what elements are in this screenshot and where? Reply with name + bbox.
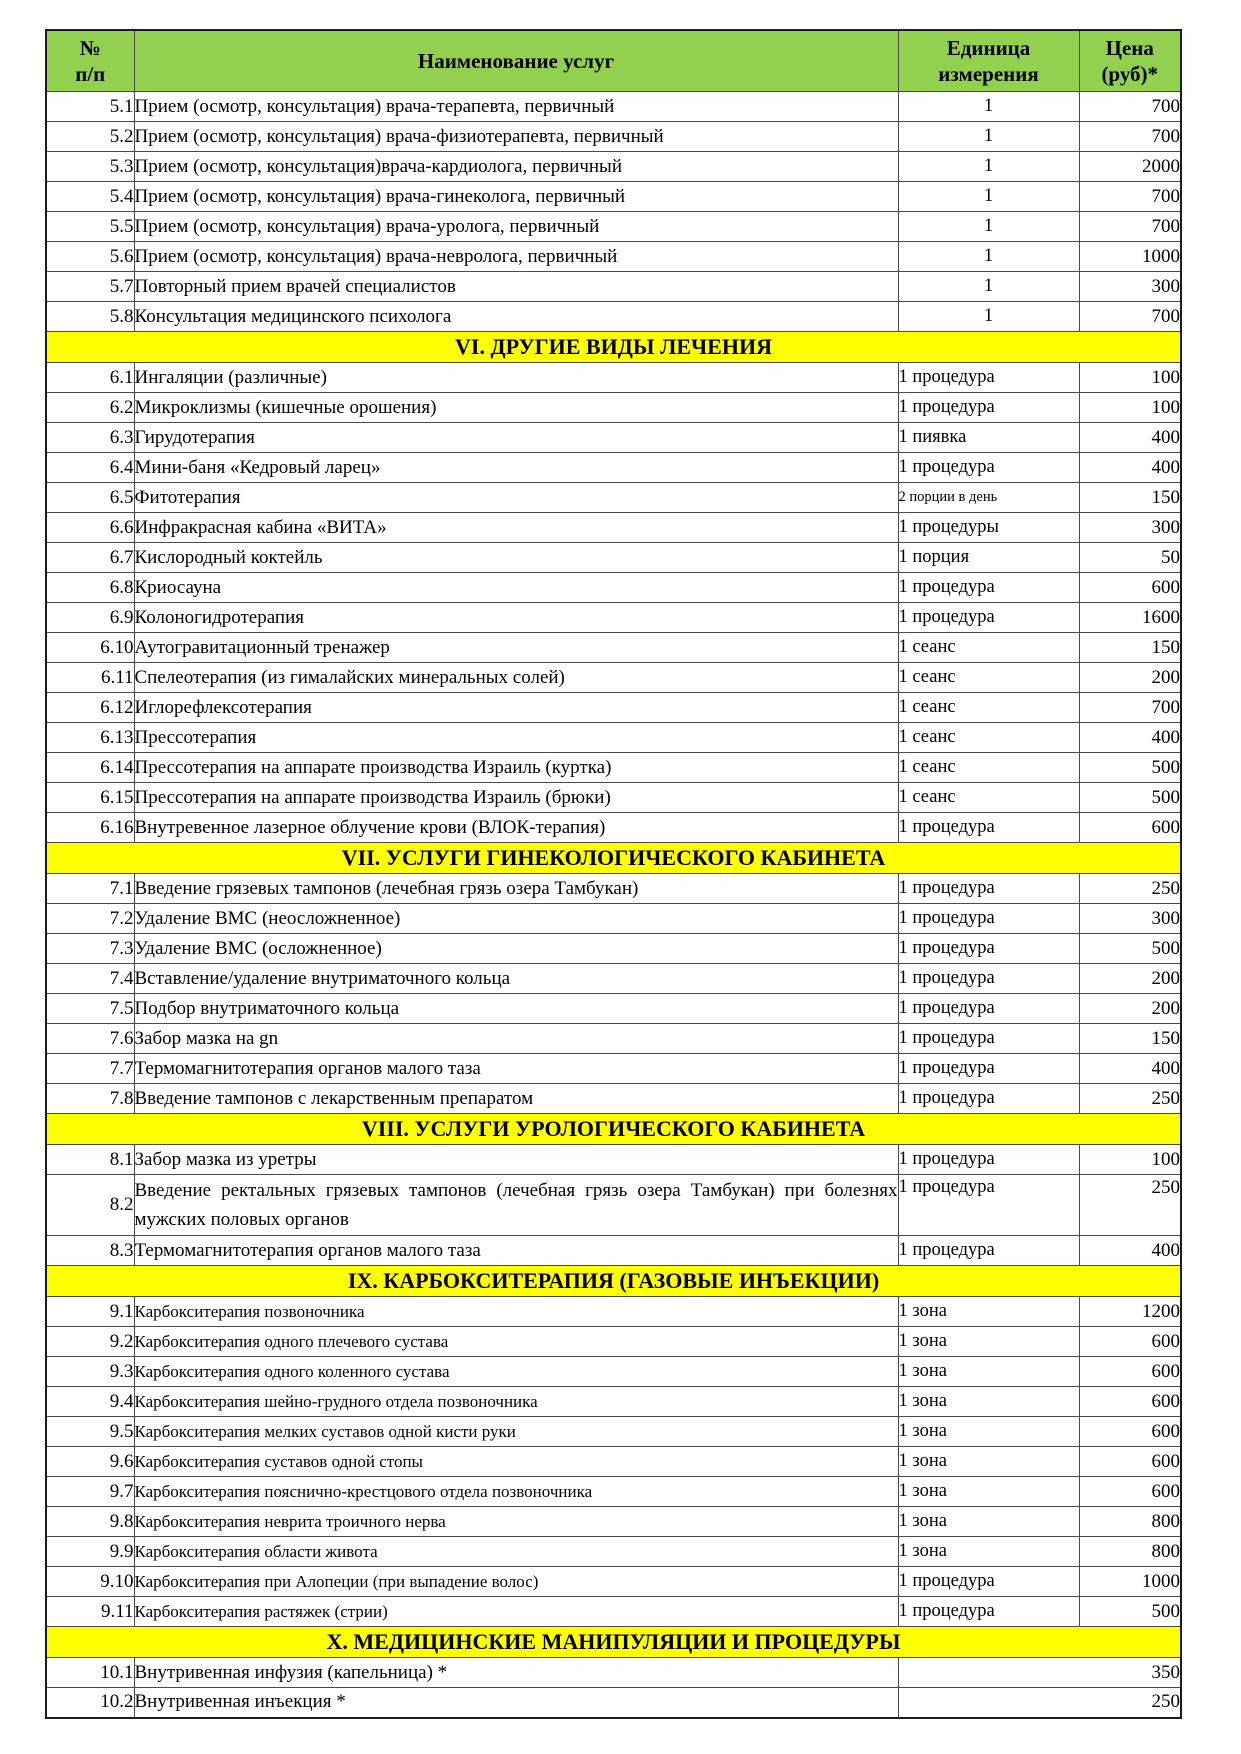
service-name: Карбокситерапия мелких суставов одной кисти руки [134, 1417, 898, 1447]
row-number: 9.6 [46, 1447, 134, 1477]
price-value: 800 [1079, 1537, 1181, 1567]
section-title: VI. ДРУГИЕ ВИДЫ ЛЕЧЕНИЯ [46, 332, 1181, 363]
header-unit-column [898, 30, 1079, 92]
table-row [46, 964, 1181, 994]
unit-value: 1 процедура [898, 453, 1079, 483]
table-row [46, 753, 1181, 783]
unit-value: 1 процедура [898, 1084, 1079, 1114]
table-row [46, 182, 1181, 212]
table-row [46, 453, 1181, 483]
service-name: Карбокситерапия растяжек (стрии) [134, 1597, 898, 1627]
service-name: Прием (осмотр, консультация) врача-терапевта, первичный [134, 92, 898, 122]
row-number: 5.8 [46, 302, 134, 332]
row-number: 9.10 [46, 1567, 134, 1597]
table-row [46, 603, 1181, 633]
table-row [46, 152, 1181, 182]
row-number: 5.2 [46, 122, 134, 152]
price-value: 250 [1079, 874, 1181, 904]
row-number: 6.11 [46, 663, 134, 693]
price-value: 50 [1079, 543, 1181, 573]
row-number: 6.1 [46, 363, 134, 393]
row-number: 7.6 [46, 1024, 134, 1054]
row-number: 9.1 [46, 1297, 134, 1327]
price-value: 1600 [1079, 603, 1181, 633]
table-row [46, 363, 1181, 393]
service-name: Прием (осмотр, консультация) врача-физиотерапевта, первичный [134, 122, 898, 152]
service-name: Прессотерапия [134, 723, 898, 753]
price-value: 100 [1079, 363, 1181, 393]
service-name: Карбокситерапия неврита троичного нерва [134, 1507, 898, 1537]
section-header-row [46, 843, 1181, 874]
section-title: IX. КАРБОКСИТЕРАПИЯ (ГАЗОВЫЕ ИНЪЕКЦИИ) [46, 1266, 1181, 1297]
unit-value: 1 процедуры [898, 513, 1079, 543]
service-name: Прессотерапия на аппарате производства Израиль (брюки) [134, 783, 898, 813]
unit-value: 1 [898, 242, 1079, 272]
price-table [45, 29, 1182, 1719]
service-name: Микроклизмы (кишечные орошения) [134, 393, 898, 423]
unit-value: 1 процедура [898, 813, 1079, 843]
table-row [46, 663, 1181, 693]
section-header-row [46, 1114, 1181, 1145]
row-number: 9.11 [46, 1597, 134, 1627]
price-value: 400 [1079, 453, 1181, 483]
unit-value: 1 процедура [898, 393, 1079, 423]
price-value: 500 [1079, 1597, 1181, 1627]
service-name: Карбокситерапия суставов одной стопы [134, 1447, 898, 1477]
row-number: 9.5 [46, 1417, 134, 1447]
table-row [46, 633, 1181, 663]
table-row [46, 934, 1181, 964]
row-number: 7.5 [46, 994, 134, 1024]
row-number: 7.4 [46, 964, 134, 994]
unit-value: 1 зона [898, 1537, 1079, 1567]
table-row [46, 874, 1181, 904]
table-row [46, 1084, 1181, 1114]
row-number: 9.7 [46, 1477, 134, 1507]
row-number: 9.3 [46, 1357, 134, 1387]
row-number: 5.6 [46, 242, 134, 272]
row-number: 5.7 [46, 272, 134, 302]
table-row [46, 994, 1181, 1024]
service-name: Карбокситерапия шейно-грудного отдела позвоночника [134, 1387, 898, 1417]
service-name: Карбокситерапия области живота [134, 1537, 898, 1567]
unit-value: 1 процедура [898, 1054, 1079, 1084]
table-row [46, 423, 1181, 453]
section-header-row [46, 332, 1181, 363]
row-number: 6.8 [46, 573, 134, 603]
service-name: Прессотерапия на аппарате производства Израиль (куртка) [134, 753, 898, 783]
service-name: Прием (осмотр, консультация) врача-невролога, первичный [134, 242, 898, 272]
table-row [46, 1145, 1181, 1175]
price-value: 600 [1079, 813, 1181, 843]
row-number: 7.8 [46, 1084, 134, 1114]
table-row [46, 1447, 1181, 1477]
service-name: Внутривенная инфузия (капельница) * [134, 1658, 898, 1688]
unit-value: 1 процедура [898, 994, 1079, 1024]
price-value: 250 [1079, 1084, 1181, 1114]
price-value: 600 [1079, 573, 1181, 603]
row-number: 10.2 [46, 1688, 134, 1718]
row-number: 8.3 [46, 1236, 134, 1266]
service-name: Повторный прием врачей специалистов [134, 272, 898, 302]
price-value: 250 [898, 1688, 1181, 1718]
table-row [46, 212, 1181, 242]
price-value: 150 [1079, 633, 1181, 663]
unit-value: 1 процедура [898, 1024, 1079, 1054]
unit-value: 1 процедура [898, 603, 1079, 633]
unit-value: 1 зона [898, 1417, 1079, 1447]
price-value: 800 [1079, 1507, 1181, 1537]
service-name: Прием (осмотр, консультация)врача-кардиолога, первичный [134, 152, 898, 182]
unit-value: 1 [898, 122, 1079, 152]
price-value: 300 [1079, 513, 1181, 543]
unit-value: 1 сеанс [898, 723, 1079, 753]
price-value: 100 [1079, 393, 1181, 423]
price-value: 300 [1079, 904, 1181, 934]
table-row [46, 1297, 1181, 1327]
service-name: Карбокситерапия позвоночника [134, 1297, 898, 1327]
header-price-line1: Цена [1105, 36, 1154, 60]
table-row [46, 1024, 1181, 1054]
row-number: 9.8 [46, 1507, 134, 1537]
table-row [46, 92, 1181, 122]
unit-value: 1 процедура [898, 964, 1079, 994]
unit-value: 1 сеанс [898, 663, 1079, 693]
unit-value: 1 [898, 212, 1079, 242]
row-number: 5.3 [46, 152, 134, 182]
unit-value: 1 процедура [898, 1567, 1079, 1597]
service-name: Прием (осмотр, консультация) врача-уролога, первичный [134, 212, 898, 242]
table-row [46, 302, 1181, 332]
service-name: Удаление ВМС (неосложненное) [134, 904, 898, 934]
unit-value: 1 сеанс [898, 753, 1079, 783]
service-name: Карбокситерапия пояснично-крестцового отдела позвоночника [134, 1477, 898, 1507]
service-name: Вставление/удаление внутриматочного кольца [134, 964, 898, 994]
table-row [46, 513, 1181, 543]
row-number: 9.2 [46, 1327, 134, 1357]
table-row [46, 483, 1181, 513]
unit-value: 1 пиявка [898, 423, 1079, 453]
price-value: 200 [1079, 994, 1181, 1024]
row-number: 8.1 [46, 1145, 134, 1175]
table-row [46, 904, 1181, 934]
price-value: 200 [1079, 964, 1181, 994]
table-row [46, 783, 1181, 813]
unit-value: 1 зона [898, 1447, 1079, 1477]
unit-value: 1 процедура [898, 1597, 1079, 1627]
service-name: Иглорефлексотерапия [134, 693, 898, 723]
unit-value: 1 процедура [898, 1175, 1079, 1236]
service-name: Введение грязевых тампонов (лечебная грязь озера Тамбукан) [134, 874, 898, 904]
service-name: Ингаляции (различные) [134, 363, 898, 393]
section-title: VII. УСЛУГИ ГИНЕКОЛОГИЧЕСКОГО КАБИНЕТА [46, 843, 1181, 874]
unit-value: 1 зона [898, 1507, 1079, 1537]
unit-value: 1 процедура [898, 874, 1079, 904]
row-number: 7.7 [46, 1054, 134, 1084]
service-name: Введение тампонов с лекарственным препаратом [134, 1084, 898, 1114]
service-name: Карбокситерапия одного коленного сустава [134, 1357, 898, 1387]
row-number: 6.9 [46, 603, 134, 633]
unit-value: 1 [898, 92, 1079, 122]
table-row [46, 1658, 1181, 1688]
price-value: 1000 [1079, 242, 1181, 272]
price-value: 600 [1079, 1327, 1181, 1357]
service-name: Забор мазка на gn [134, 1024, 898, 1054]
service-name: Забор мазка из уретры [134, 1145, 898, 1175]
table-row [46, 272, 1181, 302]
service-name: Гирудотерапия [134, 423, 898, 453]
row-number: 6.10 [46, 633, 134, 663]
row-number: 10.1 [46, 1658, 134, 1688]
price-value: 500 [1079, 783, 1181, 813]
table-row [46, 1054, 1181, 1084]
service-name: Удаление ВМС (осложненное) [134, 934, 898, 964]
unit-value: 1 зона [898, 1387, 1079, 1417]
unit-value: 1 процедура [898, 573, 1079, 603]
price-value: 400 [1079, 1054, 1181, 1084]
price-value: 700 [1079, 693, 1181, 723]
table-row [46, 1327, 1181, 1357]
row-number: 5.4 [46, 182, 134, 212]
price-value: 400 [1079, 1236, 1181, 1266]
price-value: 500 [1079, 934, 1181, 964]
table-row [46, 1537, 1181, 1567]
service-name: Карбокситерапия одного плечевого сустава [134, 1327, 898, 1357]
price-value: 200 [1079, 663, 1181, 693]
header-number-column [46, 30, 134, 92]
unit-value: 1 зона [898, 1327, 1079, 1357]
row-number: 9.4 [46, 1387, 134, 1417]
service-name: Термомагнитотерапия органов малого таза [134, 1054, 898, 1084]
unit-value: 2 порции в день [898, 483, 1079, 513]
service-name: Аутогравитационный тренажер [134, 633, 898, 663]
row-number: 6.6 [46, 513, 134, 543]
unit-value: 1 [898, 152, 1079, 182]
price-value: 600 [1079, 1477, 1181, 1507]
table-row [46, 1567, 1181, 1597]
price-value: 700 [1079, 212, 1181, 242]
unit-value: 1 [898, 272, 1079, 302]
price-value: 400 [1079, 723, 1181, 753]
unit-value: 1 зона [898, 1477, 1079, 1507]
table-row [46, 723, 1181, 753]
price-value: 150 [1079, 483, 1181, 513]
service-name: Мини-баня «Кедровый ларец» [134, 453, 898, 483]
row-number: 6.13 [46, 723, 134, 753]
table-row [46, 693, 1181, 723]
table-header-row [46, 30, 1181, 92]
table-row [46, 1417, 1181, 1447]
service-name: Колоногидротерапия [134, 603, 898, 633]
section-title: X. МЕДИЦИНСКИЕ МАНИПУЛЯЦИИ И ПРОЦЕДУРЫ [46, 1627, 1181, 1658]
service-name: Инфракрасная кабина «ВИТА» [134, 513, 898, 543]
table-row [46, 1597, 1181, 1627]
table-body [46, 92, 1181, 1718]
price-value: 600 [1079, 1387, 1181, 1417]
price-value: 1000 [1079, 1567, 1181, 1597]
unit-value: 1 процедура [898, 363, 1079, 393]
service-name: Введение ректальных грязевых тампонов (лечебная грязь озера Тамбукан) при болезнях мужских половых органов [134, 1175, 898, 1236]
row-number: 5.1 [46, 92, 134, 122]
table-row [46, 1387, 1181, 1417]
row-number: 6.5 [46, 483, 134, 513]
service-name: Консультация медицинского психолога [134, 302, 898, 332]
section-title: VIII. УСЛУГИ УРОЛОГИЧЕСКОГО КАБИНЕТА [46, 1114, 1181, 1145]
unit-value: 1 порция [898, 543, 1079, 573]
row-number: 7.3 [46, 934, 134, 964]
table-row [46, 1357, 1181, 1387]
table-row [46, 242, 1181, 272]
unit-value: 1 процедура [898, 904, 1079, 934]
service-name: Подбор внутриматочного кольца [134, 994, 898, 1024]
row-number: 6.12 [46, 693, 134, 723]
unit-value: 1 сеанс [898, 633, 1079, 663]
service-name: Спелеотерапия (из гималайских минеральных солей) [134, 663, 898, 693]
price-value: 150 [1079, 1024, 1181, 1054]
header-number-line2: п/п [75, 62, 106, 86]
row-number: 5.5 [46, 212, 134, 242]
row-number: 6.3 [46, 423, 134, 453]
header-unit-line1: Единица [946, 36, 1031, 60]
table-row [46, 1175, 1181, 1236]
price-value: 2000 [1079, 152, 1181, 182]
row-number: 8.2 [46, 1175, 134, 1236]
table-row [46, 1477, 1181, 1507]
row-number: 7.2 [46, 904, 134, 934]
header-number-line1: № [79, 36, 101, 60]
unit-value: 1 зона [898, 1297, 1079, 1327]
service-name: Фитотерапия [134, 483, 898, 513]
price-value: 700 [1079, 302, 1181, 332]
service-name: Внутривенная инъекция * [134, 1688, 898, 1718]
unit-value: 1 зона [898, 1357, 1079, 1387]
header-service-name-column: Наименование услуг [134, 30, 898, 92]
table-row [46, 1688, 1181, 1718]
table-row [46, 813, 1181, 843]
price-value: 300 [1079, 272, 1181, 302]
service-name: Прием (осмотр, консультация) врача-гинеколога, первичный [134, 182, 898, 212]
price-value: 350 [898, 1658, 1181, 1688]
price-value: 1200 [1079, 1297, 1181, 1327]
table-row [46, 393, 1181, 423]
price-value: 700 [1079, 92, 1181, 122]
unit-value: 1 [898, 182, 1079, 212]
service-name: Внутревенное лазерное облучение крови (ВЛОК-терапия) [134, 813, 898, 843]
price-value: 100 [1079, 1145, 1181, 1175]
header-price-column [1079, 30, 1181, 92]
price-value: 600 [1079, 1447, 1181, 1477]
unit-value: 1 [898, 302, 1079, 332]
row-number: 7.1 [46, 874, 134, 904]
table-row [46, 573, 1181, 603]
unit-value: 1 процедура [898, 934, 1079, 964]
row-number: 6.14 [46, 753, 134, 783]
unit-value: 1 сеанс [898, 783, 1079, 813]
row-number: 9.9 [46, 1537, 134, 1567]
price-value: 400 [1079, 423, 1181, 453]
service-name: Карбокситерапия при Алопеции (при выпадение волос) [134, 1567, 898, 1597]
service-name: Кислородный коктейль [134, 543, 898, 573]
row-number: 6.4 [46, 453, 134, 483]
section-header-row [46, 1266, 1181, 1297]
table-row [46, 1236, 1181, 1266]
row-number: 6.2 [46, 393, 134, 423]
price-value: 600 [1079, 1417, 1181, 1447]
row-number: 6.7 [46, 543, 134, 573]
service-name: Криосауна [134, 573, 898, 603]
service-name: Термомагнитотерапия органов малого таза [134, 1236, 898, 1266]
price-value: 500 [1079, 753, 1181, 783]
price-value: 700 [1079, 122, 1181, 152]
header-unit-line2: измерения [938, 62, 1039, 86]
price-value: 700 [1079, 182, 1181, 212]
section-header-row [46, 1627, 1181, 1658]
unit-value: 1 процедура [898, 1236, 1079, 1266]
unit-value: 1 сеанс [898, 693, 1079, 723]
table-row [46, 122, 1181, 152]
unit-value: 1 процедура [898, 1145, 1079, 1175]
price-value: 600 [1079, 1357, 1181, 1387]
table-row [46, 1507, 1181, 1537]
row-number: 6.16 [46, 813, 134, 843]
header-price-line2: (руб)* [1101, 62, 1159, 86]
price-value: 250 [1079, 1175, 1181, 1236]
row-number: 6.15 [46, 783, 134, 813]
table-row [46, 543, 1181, 573]
